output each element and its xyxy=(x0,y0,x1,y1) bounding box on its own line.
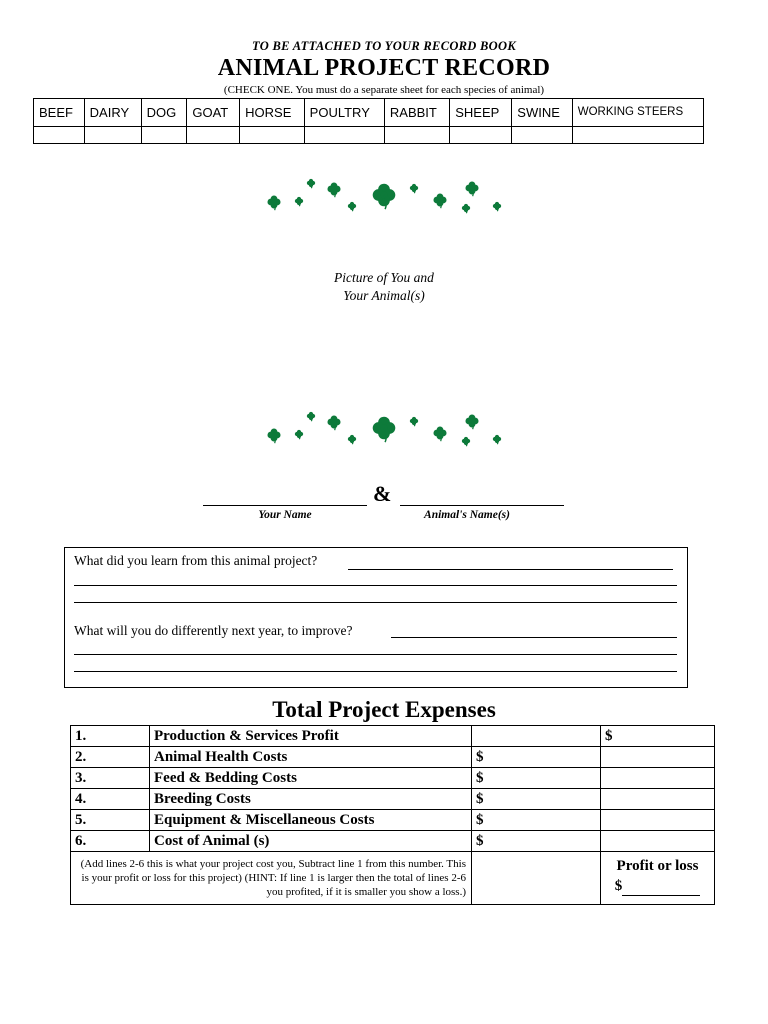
amount-cell[interactable] xyxy=(472,726,601,747)
question-improve: What will you do differently next year, to improve? xyxy=(74,623,353,638)
species-table xyxy=(33,98,704,144)
amount-cell[interactable]: $ xyxy=(472,747,601,768)
ampersand: & xyxy=(373,481,392,506)
amount-cell[interactable]: $ xyxy=(472,768,601,789)
species-cell: POULTRY xyxy=(304,99,384,127)
amount-cell[interactable] xyxy=(601,810,715,831)
amount-cell[interactable] xyxy=(601,831,715,852)
your-name-field[interactable] xyxy=(203,505,367,506)
profit-blank-line[interactable] xyxy=(622,880,700,896)
table-row xyxy=(71,789,715,810)
shamrock-icon xyxy=(267,428,280,443)
check-cell[interactable] xyxy=(512,127,572,144)
expenses-table xyxy=(70,725,715,905)
amount-cell[interactable] xyxy=(472,852,601,905)
species-check-row xyxy=(34,127,704,144)
amount-cell[interactable] xyxy=(601,789,715,810)
species-cell: SHEEP xyxy=(450,99,512,127)
check-cell[interactable] xyxy=(240,127,305,144)
amount-cell[interactable]: $ xyxy=(472,831,601,852)
shamrock-icon xyxy=(462,437,470,446)
table-row xyxy=(71,810,715,831)
profit-label: Profit or loss xyxy=(616,858,699,874)
shamrock-icon xyxy=(462,204,470,213)
species-cell: DOG xyxy=(141,99,187,127)
species-cell: SWINE xyxy=(512,99,572,127)
check-cell[interactable] xyxy=(34,127,85,144)
shamrock-icon xyxy=(348,435,356,444)
table-row xyxy=(71,726,715,747)
check-cell[interactable] xyxy=(187,127,240,144)
clover-border-top xyxy=(256,170,512,220)
your-name-label: Your Name xyxy=(258,509,312,521)
shamrock-icon xyxy=(493,202,501,211)
picture-caption xyxy=(0,269,768,305)
picture-caption-line: Picture of You and xyxy=(334,270,434,285)
answer-line[interactable] xyxy=(348,569,673,570)
row-number: 5. xyxy=(71,810,150,831)
species-header-row xyxy=(34,99,704,127)
table-row xyxy=(71,831,715,852)
question-learn: What did you learn from this animal project? xyxy=(74,553,318,568)
shamrock-icon xyxy=(295,430,303,439)
amount-cell[interactable]: $ xyxy=(472,789,601,810)
answer-line[interactable] xyxy=(74,671,677,672)
row-label: Production & Services Profit xyxy=(150,726,472,747)
answer-line[interactable] xyxy=(74,654,677,655)
row-label: Feed & Bedding Costs xyxy=(150,768,472,789)
picture-caption-line: Your Animal(s) xyxy=(343,288,425,303)
answer-line[interactable] xyxy=(391,637,677,638)
row-label: Equipment & Miscellaneous Costs xyxy=(150,810,472,831)
reflection-box xyxy=(64,547,688,688)
profit-currency: $ xyxy=(614,878,623,894)
shamrock-icon xyxy=(373,417,396,442)
calculation-note: (Add lines 2-6 this is what your project cost you, Subtract line 1 from this number. This is your profit or loss for this project) (HINT: If line 1 is larger then the total of lines 2-6 you profited, if it is smaller you show a loss.) xyxy=(71,852,472,905)
species-cell: RABBIT xyxy=(384,99,449,127)
animal-name-field[interactable] xyxy=(400,505,564,506)
expenses-title: Total Project Expenses xyxy=(272,697,496,722)
profit-cell xyxy=(601,852,715,905)
row-number: 2. xyxy=(71,747,150,768)
table-row xyxy=(71,768,715,789)
shamrock-icon xyxy=(327,182,340,197)
species-cell: GOAT xyxy=(187,99,240,127)
table-row xyxy=(71,852,715,905)
answer-line[interactable] xyxy=(74,585,677,586)
check-cell[interactable] xyxy=(84,127,141,144)
shamrock-icon xyxy=(267,195,280,210)
row-number: 1. xyxy=(71,726,150,747)
amount-cell[interactable] xyxy=(601,747,715,768)
shamrock-icon xyxy=(410,417,418,426)
page-subtitle: TO BE ATTACHED TO YOUR RECORD BOOK xyxy=(252,39,516,53)
shamrock-icon xyxy=(295,197,303,206)
clover-border-bottom xyxy=(256,403,512,453)
animal-name-label: Animal's Name(s) xyxy=(424,509,510,521)
check-cell[interactable] xyxy=(141,127,187,144)
row-number: 6. xyxy=(71,831,150,852)
check-cell[interactable] xyxy=(384,127,449,144)
row-label: Animal Health Costs xyxy=(150,747,472,768)
species-cell: WORKING STEERS xyxy=(572,99,703,127)
answer-line[interactable] xyxy=(74,602,677,603)
shamrock-icon xyxy=(465,181,478,196)
check-cell[interactable] xyxy=(304,127,384,144)
shamrock-icon xyxy=(465,414,478,429)
shamrock-icon xyxy=(410,184,418,193)
amount-cell[interactable]: $ xyxy=(601,726,715,747)
check-cell[interactable] xyxy=(572,127,703,144)
check-cell[interactable] xyxy=(450,127,512,144)
species-cell: HORSE xyxy=(240,99,305,127)
shamrock-icon xyxy=(327,415,340,430)
species-instruction: (CHECK ONE. You must do a separate sheet for each species of animal) xyxy=(223,84,545,96)
shamrock-icon xyxy=(433,426,446,441)
shamrock-icon xyxy=(307,412,315,421)
species-cell: BEEF xyxy=(34,99,85,127)
shamrock-icon xyxy=(348,202,356,211)
row-label: Cost of Animal (s) xyxy=(150,831,472,852)
clover-icon-group xyxy=(256,403,512,453)
row-number: 4. xyxy=(71,789,150,810)
row-label: Breeding Costs xyxy=(150,789,472,810)
shamrock-icon xyxy=(493,435,501,444)
shamrock-icon xyxy=(433,193,446,208)
profit-amount[interactable] xyxy=(605,876,710,896)
amount-cell[interactable] xyxy=(601,768,715,789)
shamrock-icon xyxy=(307,179,315,188)
amount-cell[interactable]: $ xyxy=(472,810,601,831)
table-row xyxy=(71,747,715,768)
row-number: 3. xyxy=(71,768,150,789)
shamrock-icon xyxy=(373,184,396,209)
page-title: ANIMAL PROJECT RECORD xyxy=(217,55,551,81)
species-cell: DAIRY xyxy=(84,99,141,127)
clover-icon-group xyxy=(256,170,512,220)
